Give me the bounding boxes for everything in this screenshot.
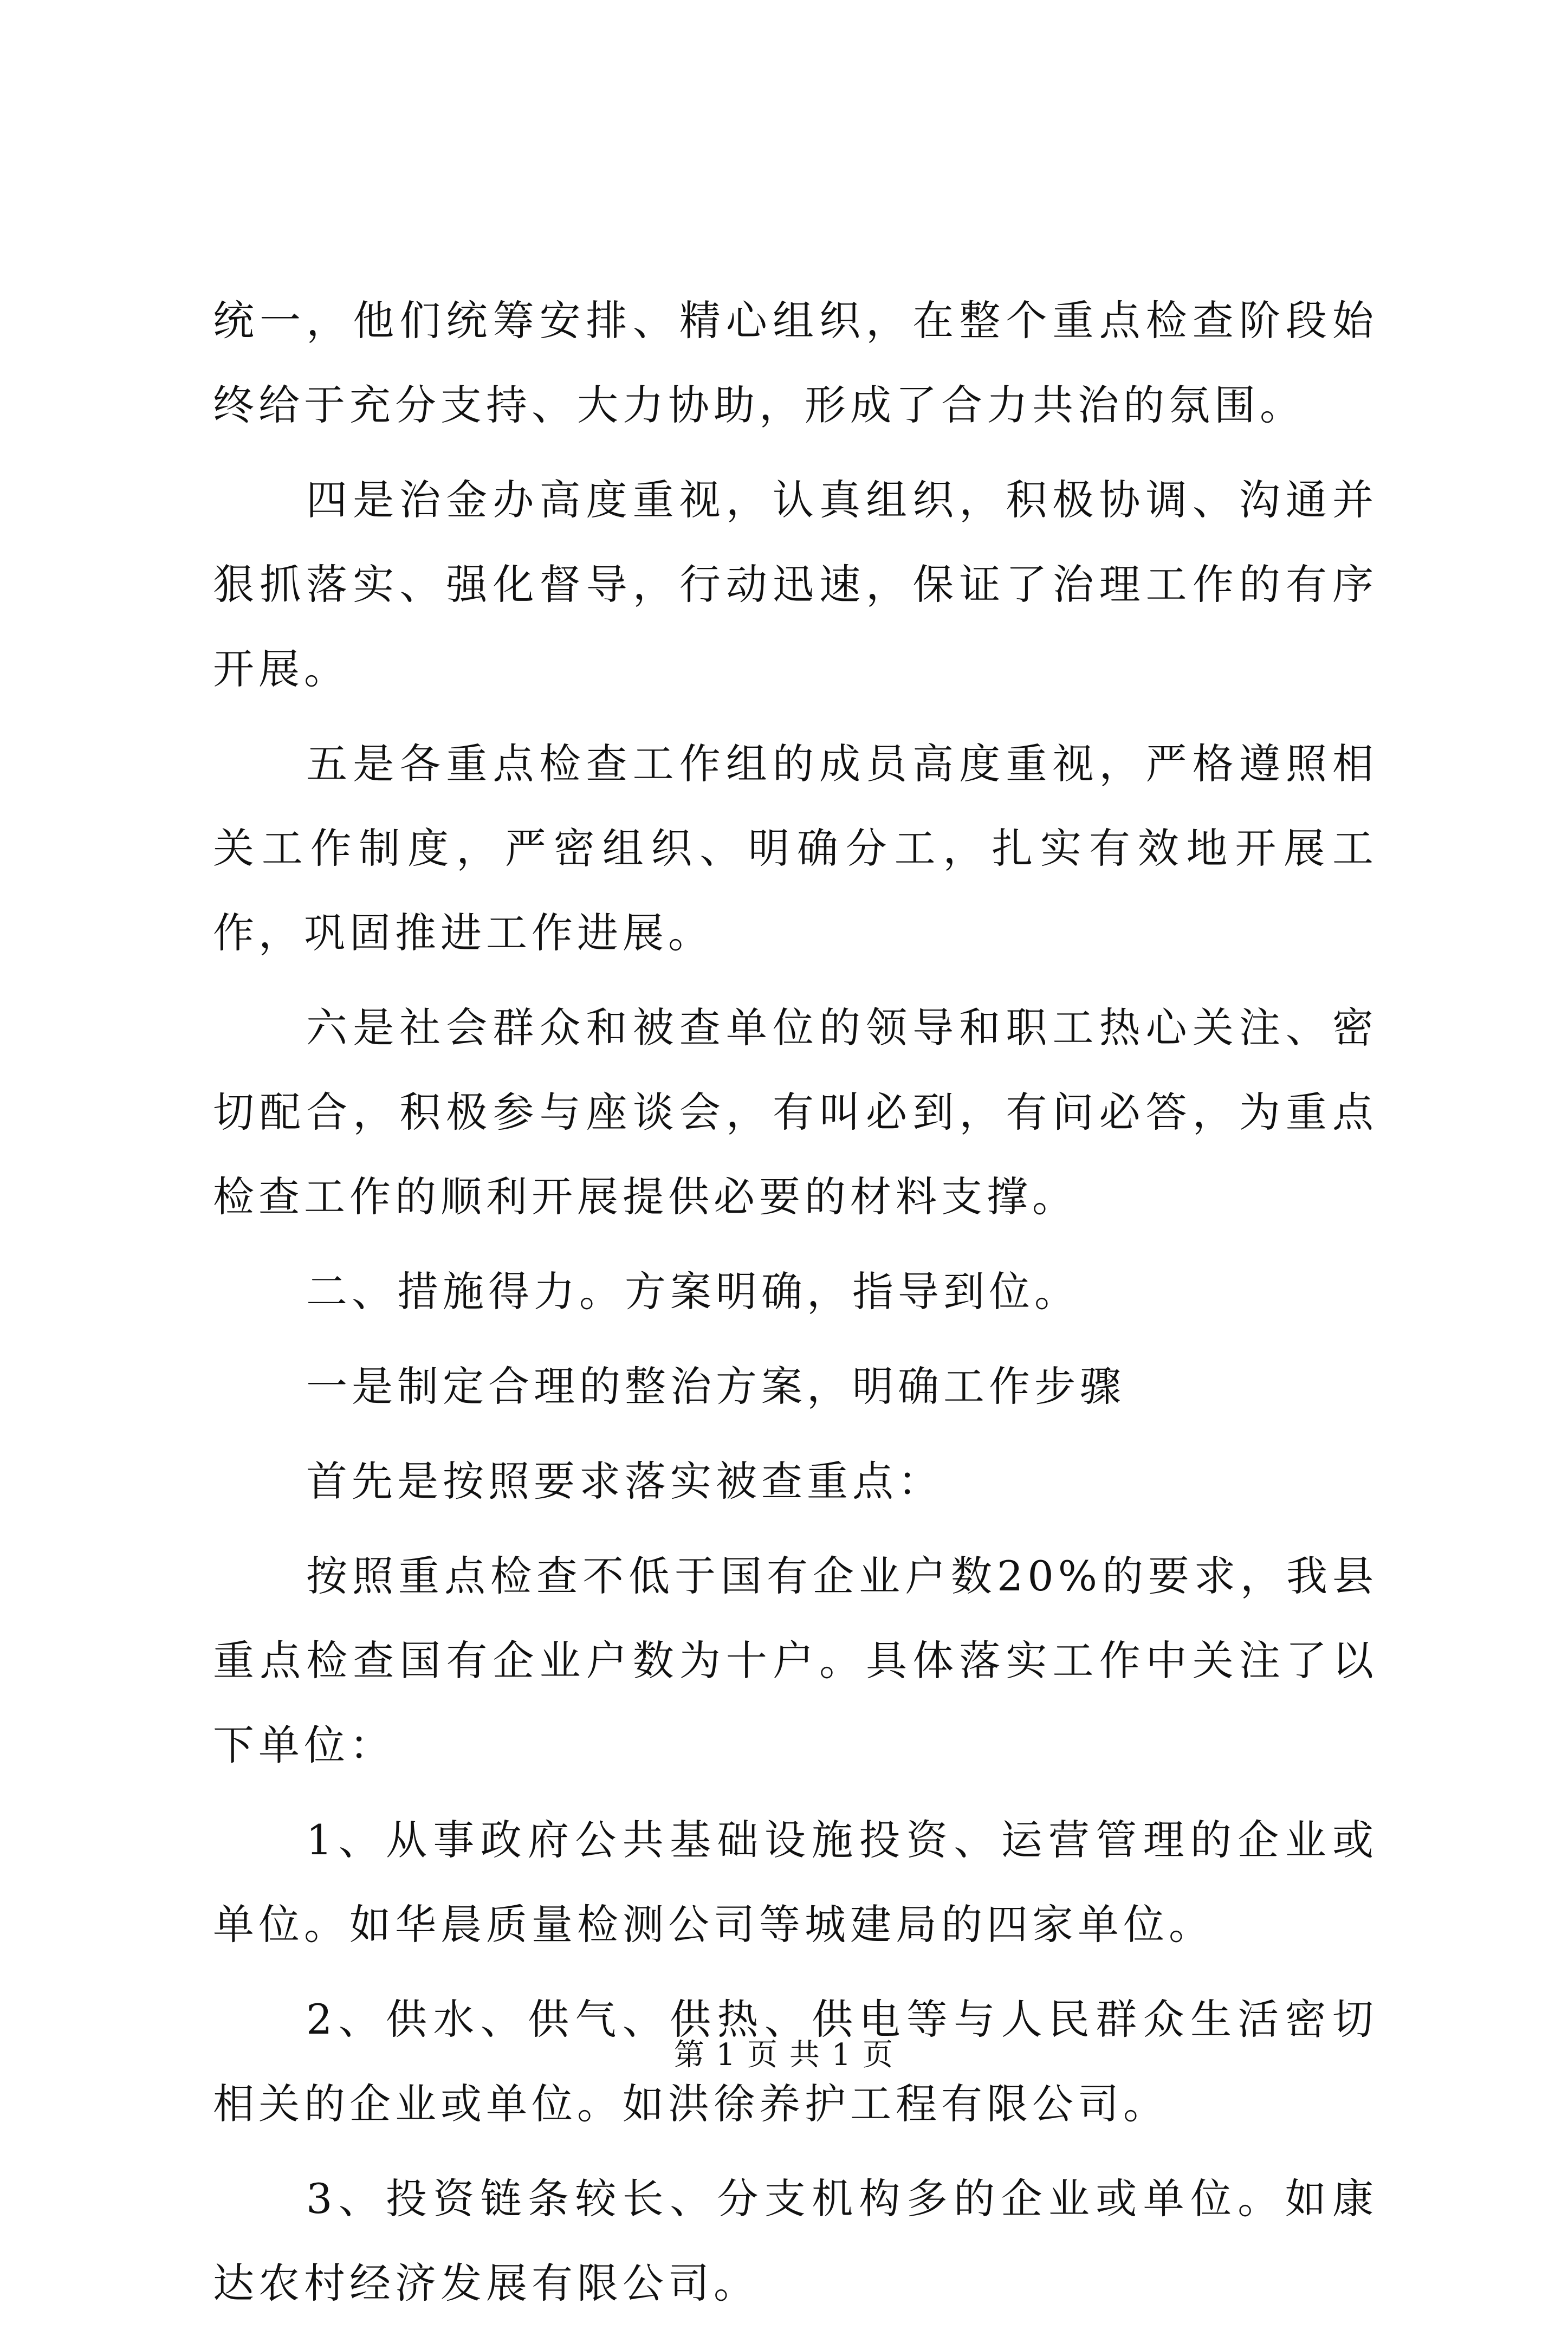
paragraph-point-five: 五是各重点检查工作组的成员高度重视，严格遵照相关工作制度，严密组织、明确分工，扎实有效地开展工作，巩固推进工作进展。 [213,740,1378,957]
document-body [213,279,1378,2336]
paragraph-first: 首先是按照要求落实被查重点： [306,1457,943,1505]
page-number-footer: 第 1 页 共 1 页 [673,2037,895,2073]
list-item-1: 1、从事政府公共基础设施投资、运营管理的企业或单位。如华晨质量检测公司等城建局的四家单位。 [213,1816,1378,1949]
paragraph-continuation: 统一，他们统筹安排、精心组织，在整个重点检查阶段始终给于充分支持、大力协助，形成了合力共治的氛围。 [213,296,1378,429]
list-item-3: 3、投资链条较长、分支机构多的企业或单位。如康达农村经济发展有限公司。 [213,2175,1378,2307]
paragraph-step-one: 一是制定合理的整治方案，明确工作步骤 [306,1362,1125,1410]
list-item-2: 2、供水、供气、供热、供电等与人民群众生活密切相关的企业或单位。如洪徐养护工程有限公司。 [213,1995,1378,2128]
paragraph-point-six: 六是社会群众和被查单位的领导和职工热心关注、密切配合，积极参与座谈会，有叫必到，有问必答，为重点检查工作的顺利开展提供必要的材料支撑。 [213,1004,1378,1221]
paragraph-point-four: 四是治金办高度重视，认真组织，积极协调、沟通并狠抓落实、强化督导，行动迅速，保证了治理工作的有序开展。 [213,476,1378,693]
paragraph-requirement: 按照重点检查不低于国有企业户数20%的要求，我县重点检查国有企业户数为十户。具体落实工作中关注了以下单位： [213,1552,1378,1769]
section-heading-two: 二、措施得力。方案明确，指导到位。 [306,1267,1080,1316]
